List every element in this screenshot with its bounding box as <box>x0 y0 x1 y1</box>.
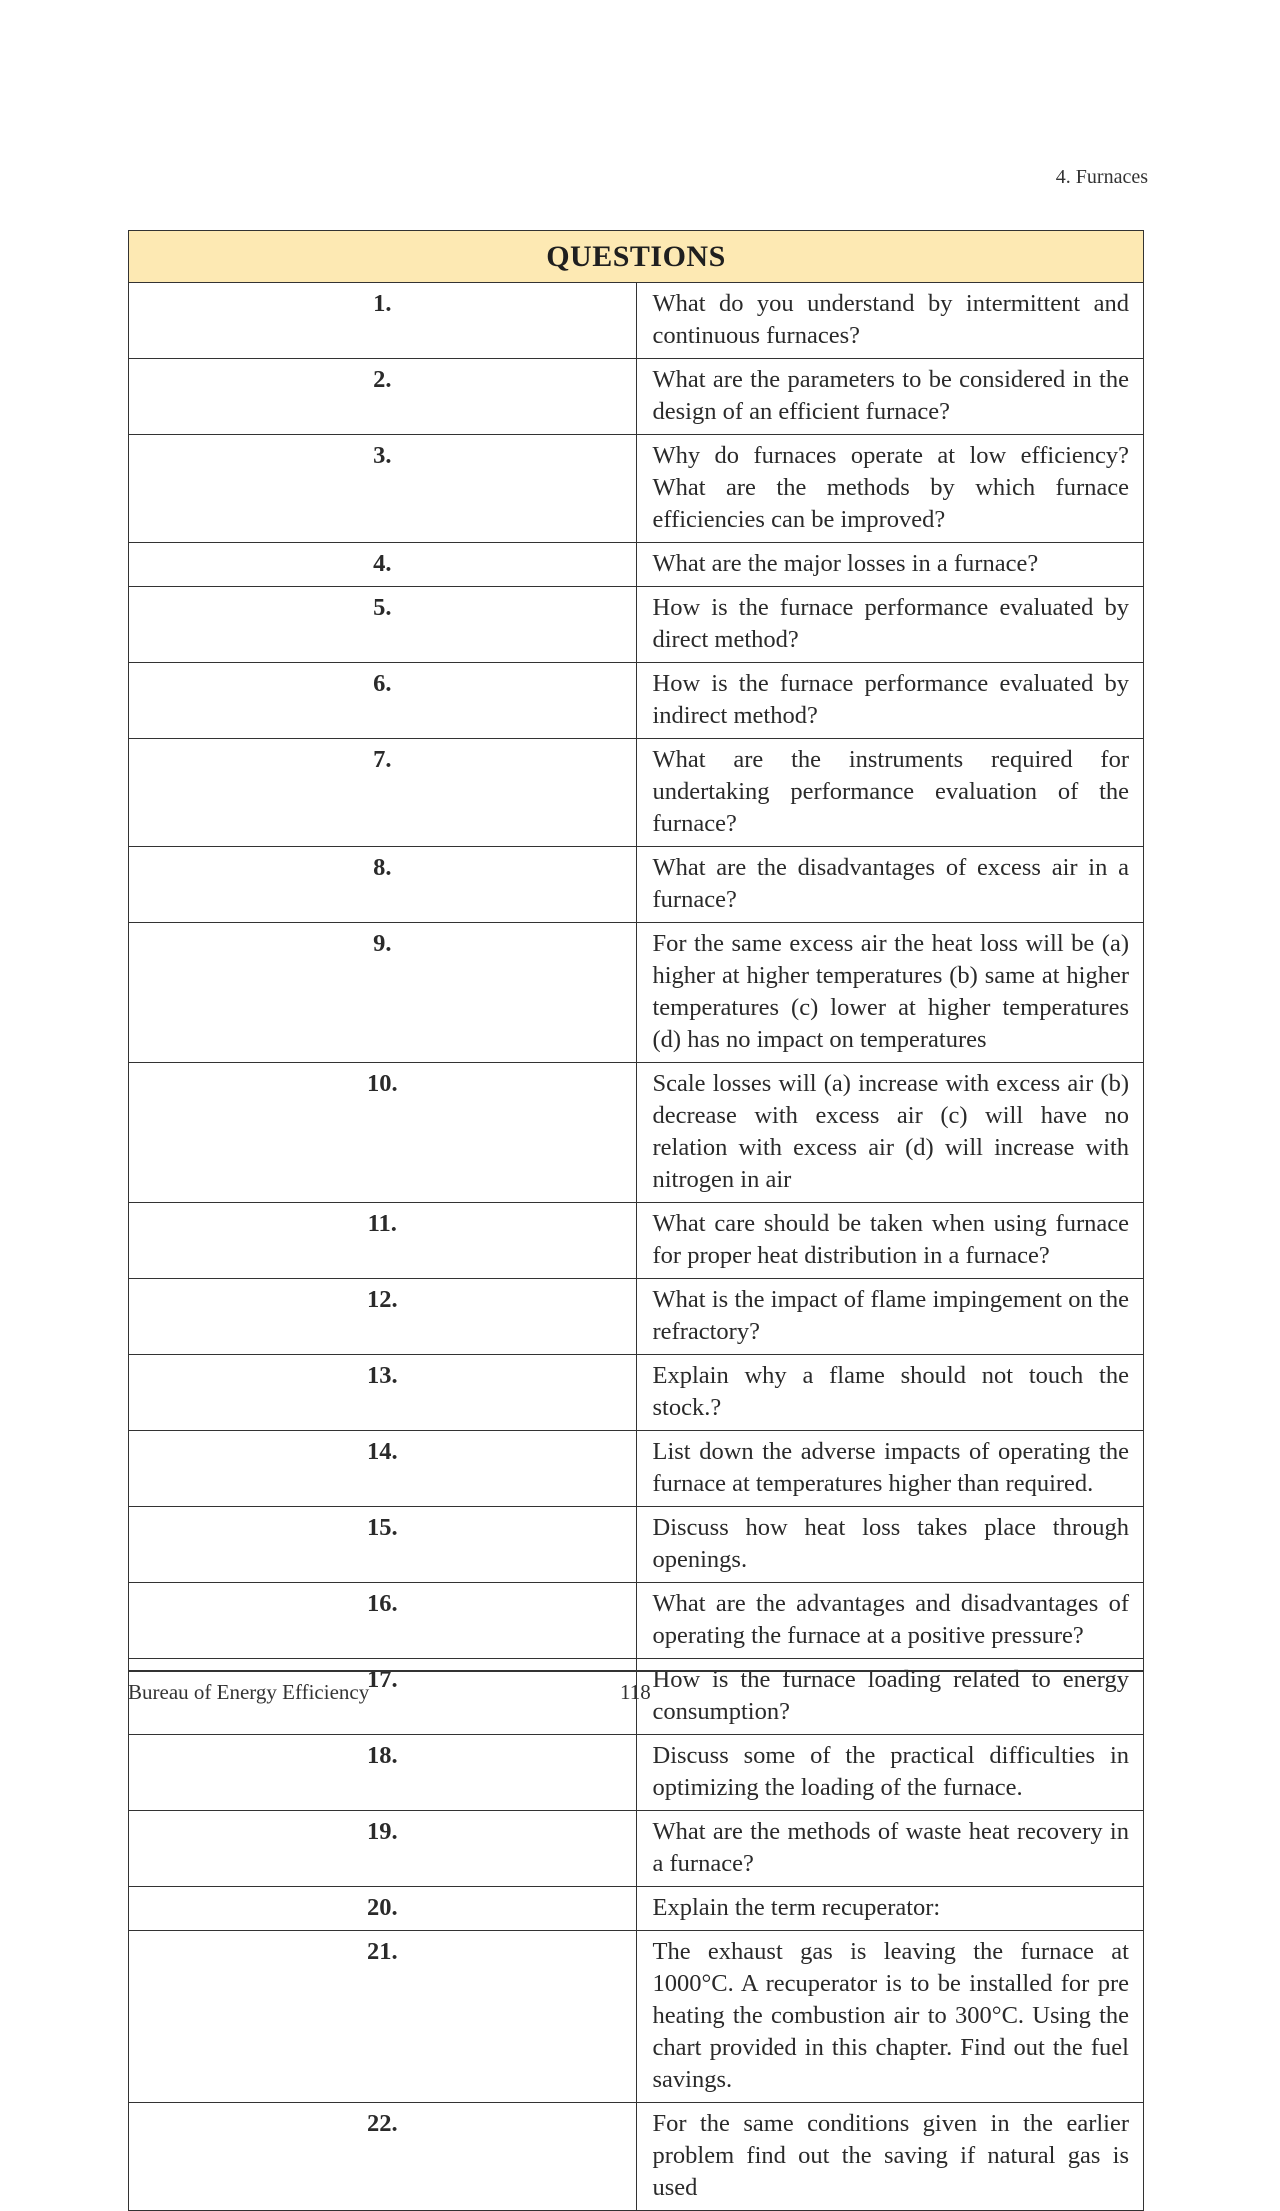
table-row <box>129 1811 1144 1887</box>
question-text: List down the adverse impacts of operating the furnace at temperatures higher than required. <box>636 1431 1144 1507</box>
question-number: 12. <box>129 1279 637 1355</box>
question-text: Why do furnaces operate at low efficiency? What are the methods by which furnace efficiencies can be improved? <box>636 435 1144 543</box>
question-number: 7. <box>129 739 637 847</box>
question-text: How is the furnace performance evaluated by direct method? <box>636 587 1144 663</box>
table-row <box>129 2103 1144 2211</box>
question-text: What are the methods of waste heat recovery in a furnace? <box>636 1811 1144 1887</box>
table-row <box>129 847 1144 923</box>
question-number: 2. <box>129 359 637 435</box>
question-text: What are the instruments required for undertaking performance evaluation of the furnace? <box>636 739 1144 847</box>
table-row <box>129 435 1144 543</box>
footer-rule <box>128 1670 1144 1672</box>
question-number: 20. <box>129 1887 637 1931</box>
table-row <box>129 923 1144 1063</box>
footer-page-number: 118 <box>620 1680 651 1704</box>
question-text: The exhaust gas is leaving the furnace at 1000°C. A recuperator is to be installed for pre heating the combustion air to 300°C. Using the chart provided in this chapter. Find out the fuel savings. <box>636 1931 1144 2103</box>
running-header: 4. Furnaces <box>1055 166 1148 188</box>
table-row <box>129 1279 1144 1355</box>
question-text: What care should be taken when using furnace for proper heat distribution in a furnace? <box>636 1203 1144 1279</box>
question-number: 4. <box>129 543 637 587</box>
question-text: For the same excess air the heat loss will be (a) higher at higher temperatures (b) same at higher temperatures (c) lower at higher temperatures (d) has no impact on temperatures <box>636 923 1144 1063</box>
question-text: What are the major losses in a furnace? <box>636 543 1144 587</box>
question-number: 11. <box>129 1203 637 1279</box>
question-text: What do you understand by intermittent and continuous furnaces? <box>636 283 1144 359</box>
question-number: 3. <box>129 435 637 543</box>
question-number: 17. <box>129 1659 637 1735</box>
question-number: 10. <box>129 1063 637 1203</box>
question-number: 9. <box>129 923 637 1063</box>
question-number: 22. <box>129 2103 637 2211</box>
table-header-row <box>129 231 1144 283</box>
table-row <box>129 1063 1144 1203</box>
question-number: 21. <box>129 1931 637 2103</box>
table-row <box>129 1931 1144 2103</box>
question-text: Scale losses will (a) increase with excess air (b) decrease with excess air (c) will have no relation with excess air (d) will increase with nitrogen in air <box>636 1063 1144 1203</box>
question-number: 5. <box>129 587 637 663</box>
question-text: How is the furnace performance evaluated by indirect method? <box>636 663 1144 739</box>
question-number: 8. <box>129 847 637 923</box>
table-row <box>129 359 1144 435</box>
question-text: What is the impact of flame impingement on the refractory? <box>636 1279 1144 1355</box>
footer-organization: Bureau of Energy Efficiency <box>128 1680 370 1704</box>
question-text: What are the disadvantages of excess air in a furnace? <box>636 847 1144 923</box>
table-row <box>129 283 1144 359</box>
question-text: Discuss how heat loss takes place through openings. <box>636 1507 1144 1583</box>
table-title: QUESTIONS <box>129 231 1144 283</box>
table-row <box>129 1887 1144 1931</box>
table-row <box>129 1583 1144 1659</box>
question-text: For the same conditions given in the earlier problem find out the saving if natural gas is used <box>636 2103 1144 2211</box>
question-text: Explain the term recuperator: <box>636 1887 1144 1931</box>
question-number: 16. <box>129 1583 637 1659</box>
table-row <box>129 587 1144 663</box>
table-row <box>129 1431 1144 1507</box>
question-number: 6. <box>129 663 637 739</box>
question-text: What are the parameters to be considered in the design of an efficient furnace? <box>636 359 1144 435</box>
question-text: What are the advantages and disadvantages of operating the furnace at a positive pressure? <box>636 1583 1144 1659</box>
table-row <box>129 1355 1144 1431</box>
table-row <box>129 1203 1144 1279</box>
table-row <box>129 663 1144 739</box>
question-rows <box>129 283 1144 2211</box>
table-row <box>129 739 1144 847</box>
table-row <box>129 1735 1144 1811</box>
question-number: 13. <box>129 1355 637 1431</box>
table-row <box>129 543 1144 587</box>
question-number: 18. <box>129 1735 637 1811</box>
question-number: 19. <box>129 1811 637 1887</box>
question-text: Discuss some of the practical difficulties in optimizing the loading of the furnace. <box>636 1735 1144 1811</box>
question-number: 14. <box>129 1431 637 1507</box>
table-row <box>129 1507 1144 1583</box>
question-text: How is the furnace loading related to energy consumption? <box>636 1659 1144 1735</box>
question-number: 15. <box>129 1507 637 1583</box>
question-number: 1. <box>129 283 637 359</box>
question-text: Explain why a flame should not touch the stock.? <box>636 1355 1144 1431</box>
questions-table <box>128 230 1144 2211</box>
